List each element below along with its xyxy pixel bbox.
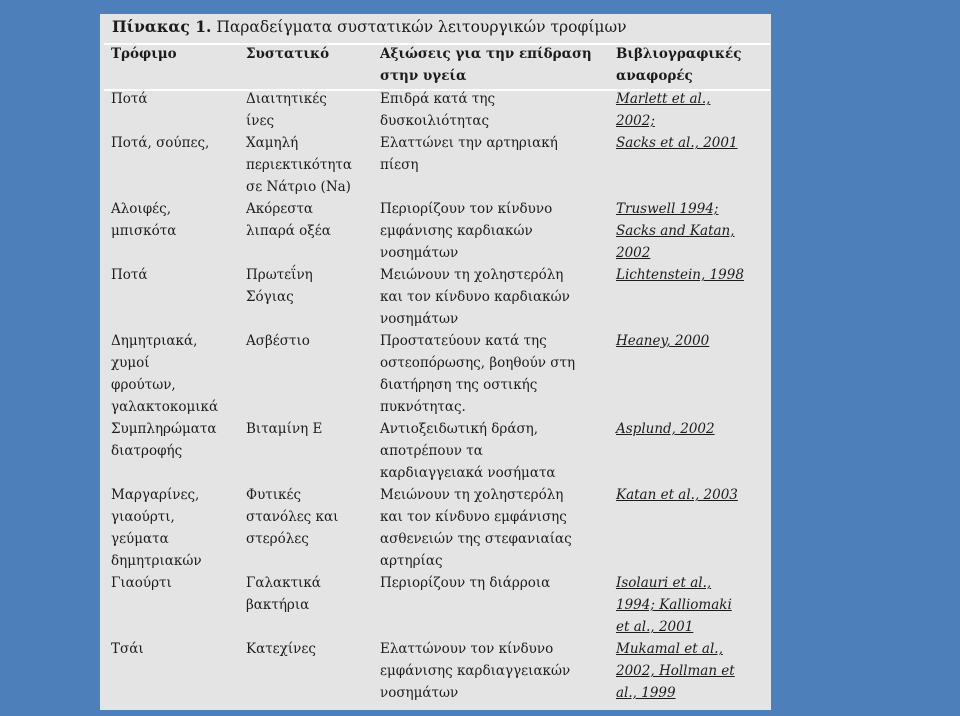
table-caption (112, 17, 627, 36)
reference-link-line[interactable]: Lichtenstein, 1998 (616, 267, 744, 283)
cell-line: και τον κίνδυνο καρδιακών (380, 289, 570, 305)
cell-line: Αντιοξειδωτική δράση, (380, 421, 539, 437)
cell-line: Σόγιας (246, 289, 294, 305)
reference-link-line[interactable]: al., 1999 (616, 685, 676, 701)
reference-link-line[interactable]: 2002, Hollman et (616, 663, 735, 679)
reference-cell[interactable] (616, 572, 732, 638)
reference-link-line[interactable]: 2002 (616, 245, 651, 261)
cell-line: γαλακτοκομικά (111, 399, 219, 415)
cell-line: διατροφής (111, 443, 183, 459)
food-cell (111, 484, 202, 572)
cell-line: Ποτά (111, 91, 148, 107)
reference-cell[interactable] (616, 330, 709, 352)
cell-line: Δημητριακά, (111, 333, 198, 349)
cell-line: Ασβέστιο (246, 333, 310, 349)
cell-line: αποτρέπουν τα (380, 443, 483, 459)
cell-line: λιπαρά οξέα (246, 223, 331, 239)
cell-line: πυκνότητας. (380, 399, 466, 415)
cell-line: ίνες (246, 113, 275, 129)
reference-cell[interactable] (616, 418, 715, 440)
cell-line: περιεκτικότητα (246, 157, 352, 173)
cell-line: οστεοπόρωσης, βοηθούν στη (380, 355, 576, 371)
cell-line: διατήρηση της οστικής (380, 377, 538, 393)
cell-line: και τον κίνδυνο εμφάνισης (380, 509, 567, 525)
cell-line: Γιαούρτι (111, 575, 172, 591)
header-ingredient (246, 43, 329, 65)
ingredient-cell (246, 418, 322, 440)
food-cell (111, 264, 148, 286)
reference-link-line[interactable]: Heaney, 2000 (616, 333, 710, 349)
claim-cell (380, 264, 570, 330)
cell-line: Τσάι (111, 641, 144, 657)
cell-line: στην υγεία (380, 68, 467, 84)
cell-line: Βιταμίνη Ε (246, 421, 323, 437)
cell-line: Γαλακτικά (246, 575, 321, 591)
reference-cell[interactable] (616, 132, 738, 154)
cell-line: Ελαττώνει την αρτηριακή (380, 135, 558, 151)
reference-link-line[interactable]: Mukamal et al., (616, 641, 723, 657)
claim-cell (380, 572, 550, 594)
ingredient-cell (246, 572, 321, 616)
reference-link-line[interactable]: 2002; (616, 113, 655, 129)
claim-cell (380, 418, 556, 484)
caption-label: Πίνακας 1. (112, 17, 212, 36)
cell-line: φρούτων, (111, 377, 176, 393)
ingredient-cell (246, 264, 313, 308)
cell-line: εμφάνισης καρδιακών (380, 223, 533, 239)
cell-line: βακτήρια (246, 597, 310, 613)
cell-line: Ελαττώνουν τον κίνδυνο (380, 641, 554, 657)
cell-line: δυσκοιλιότητας (380, 113, 490, 129)
cell-line: Διαιτητικές (246, 91, 327, 107)
cell-line: γεύματα (111, 531, 169, 547)
claim-cell (380, 198, 552, 264)
ingredient-cell (246, 330, 310, 352)
food-cell (111, 198, 176, 242)
cell-line: Μειώνουν τη χοληστερόλη (380, 487, 564, 503)
cell-line: Περιορίζουν τη διάρροια (380, 575, 551, 591)
header-claim (380, 43, 592, 87)
food-cell (111, 88, 148, 110)
cell-line: σε Νάτριο (Na) (246, 179, 351, 195)
cell-line: Φυτικές (246, 487, 302, 503)
ingredient-cell (246, 638, 316, 660)
cell-line: Ακόρεστα (246, 201, 314, 217)
food-cell (111, 638, 144, 660)
reference-link-line[interactable]: Katan et al., 2003 (616, 487, 738, 503)
document-page (100, 14, 771, 710)
cell-line: μπισκότα (111, 223, 177, 239)
cell-line: εμφάνισης καρδιαγγειακών (380, 663, 571, 679)
cell-line: Επιδρά κατά της (380, 91, 496, 107)
cell-line: Αξιώσεις για την επίδραση (380, 46, 592, 62)
reference-link-line[interactable]: Marlett et al., (616, 91, 711, 107)
reference-link-line[interactable]: 1994; Kalliomaki (616, 597, 732, 613)
cell-line: νοσημάτων (380, 311, 459, 327)
cell-line: καρδιαγγειακά νοσήματα (380, 465, 556, 481)
cell-line: νοσημάτων (380, 245, 459, 261)
cell-line: Αλοιφές, (111, 201, 172, 217)
cell-line: Ποτά, σούπες, (111, 135, 210, 151)
cell-line: νοσημάτων (380, 685, 459, 701)
cell-line: δημητριακών (111, 553, 202, 569)
reference-link-line[interactable]: Sacks et al., 2001 (616, 135, 738, 151)
food-cell (111, 330, 218, 418)
ingredient-cell (246, 132, 352, 198)
claim-cell (380, 88, 495, 132)
food-cell (111, 132, 209, 154)
food-cell (111, 572, 172, 594)
reference-link-line[interactable]: Sacks and Katan, (616, 223, 735, 239)
cell-line: Συμπληρώματα (111, 421, 217, 437)
cell-line: γιαούρτι, (111, 509, 175, 525)
ingredient-cell (246, 198, 331, 242)
reference-cell[interactable] (616, 264, 744, 286)
claim-cell (380, 330, 575, 418)
cell-line: Κατεχίνες (246, 641, 316, 657)
reference-link-line[interactable]: Isolauri et al., (616, 575, 712, 591)
ingredient-cell (246, 88, 327, 132)
cell-line: Μειώνουν τη χοληστερόλη (380, 267, 564, 283)
cell-line: στερόλες (246, 531, 309, 547)
cell-line: Προστατεύουν κατά της (380, 333, 547, 349)
cell-line: στανόλες και (246, 509, 339, 525)
header-references (616, 43, 741, 87)
reference-cell[interactable] (616, 638, 735, 704)
ingredient-cell (246, 484, 338, 550)
reference-cell[interactable] (616, 198, 735, 264)
cell-line: Τρόφιμο (111, 46, 177, 62)
cell-line: Περιορίζουν τον κίνδυνο (380, 201, 553, 217)
cell-line: Βιβλιογραφικές (616, 46, 742, 62)
claim-cell (380, 638, 570, 704)
reference-link-line[interactable]: Asplund, 2002 (616, 421, 715, 437)
cell-line: Ποτά (111, 267, 148, 283)
reference-link-line[interactable]: Truswell 1994; (616, 201, 719, 217)
cell-line: πίεση (380, 157, 419, 173)
claim-cell (380, 484, 572, 572)
cell-line: Συστατικό (246, 46, 330, 62)
reference-cell[interactable] (616, 484, 738, 506)
header-food (111, 43, 177, 65)
cell-line: Χαμηλή (246, 135, 299, 151)
cell-line: χυμοί (111, 355, 150, 371)
reference-link-line[interactable]: et al., 2001 (616, 619, 694, 635)
caption-text: Παραδείγματα συστατικών λειτουργικών τροφίμων (216, 18, 627, 36)
claim-cell (380, 132, 558, 176)
food-cell (111, 418, 216, 462)
cell-line: αναφορές (616, 68, 693, 84)
reference-cell[interactable] (616, 88, 710, 132)
cell-line: αρτηρίας (380, 553, 443, 569)
cell-line: Μαργαρίνες, (111, 487, 200, 503)
cell-line: ασθενειών της στεφανιαίας (380, 531, 572, 547)
cell-line: Πρωτεΐνη (246, 267, 313, 283)
